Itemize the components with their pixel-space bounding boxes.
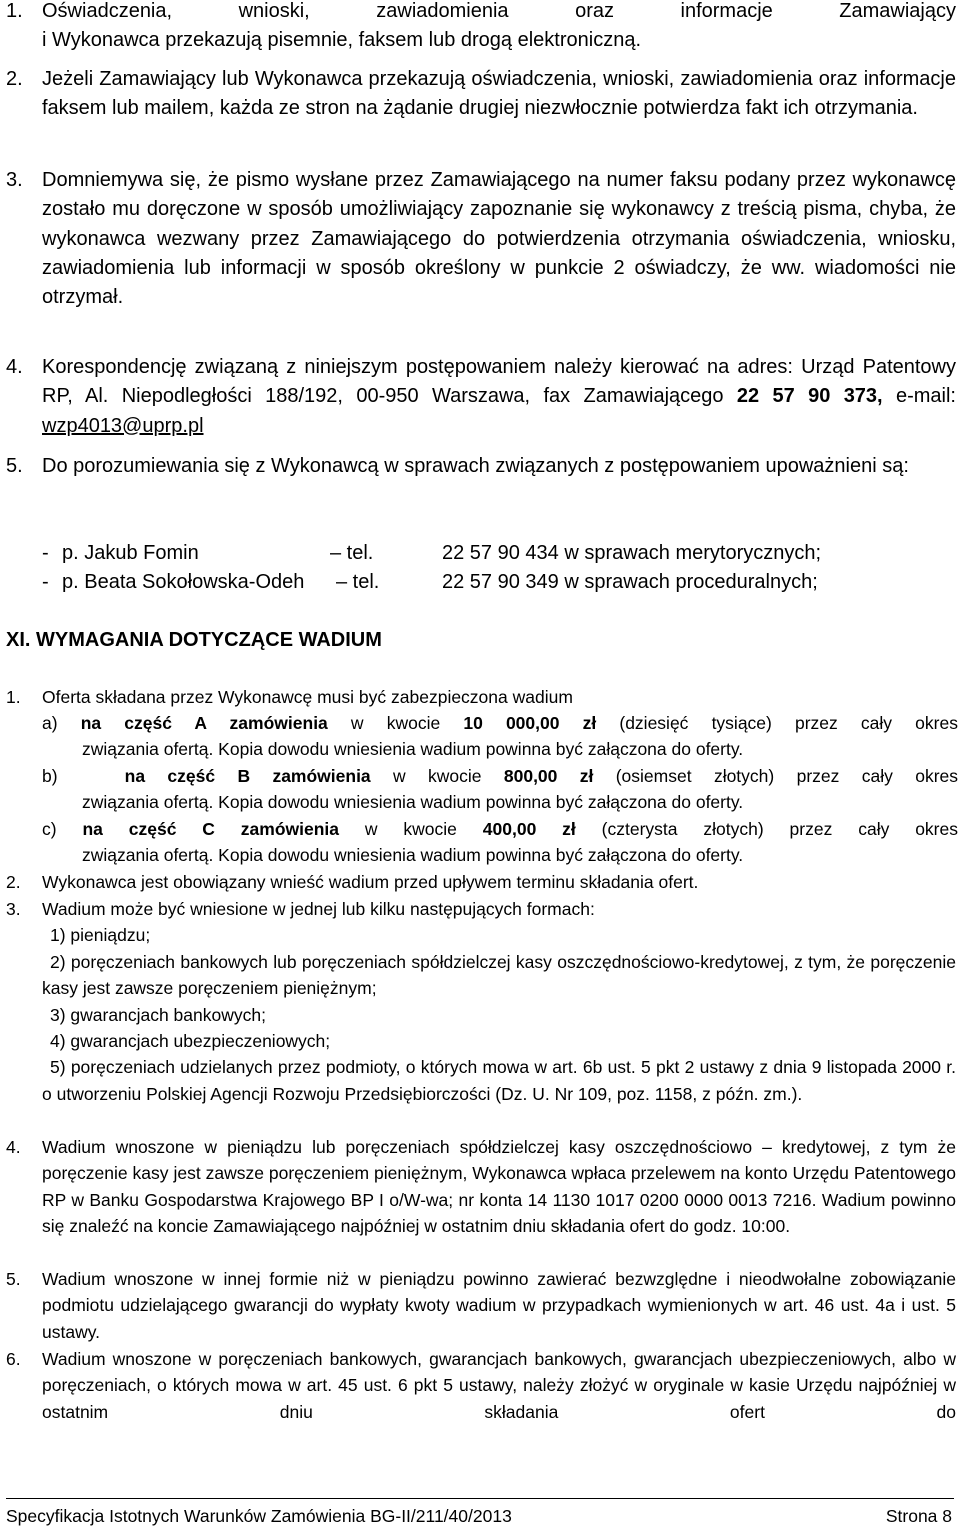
paragraph-text: Jeżeli Zamawiający lub Wykonawca przekazują oświadczenia, wnioski, zawiadomienia oraz informacje faksem lub mailem, każda ze stron na żądanie drugiej niezwłocznie potwierdza fakt ich otrzymania. <box>42 68 956 120</box>
item-number: 4. <box>6 1137 21 1157</box>
item-text: Wykonawca jest obowiązany wnieść wadium przed upływem terminu składania ofert. <box>42 872 699 892</box>
item-text: Wadium wnoszone w innej formie niż w pieniądzu powinno zawierać bezwzględne i nieodwołalne zobowiązanie podmiotu udzielającego gwarancji do wypłaty kwoty wadium w przypadkach wymienionych w art. 46 ust. 4a i ust. 5 ustawy. <box>42 1269 956 1342</box>
item-text: Wadium może być wniesione w jednej lub kilku następujących formach: <box>42 899 595 919</box>
footer-document-title: Specyfikacja Istotnych Warunków Zamówienia BG-II/211/40/2013 <box>6 1506 512 1526</box>
item-number: 5. <box>6 1269 21 1289</box>
paragraph-text: Domniemywa się, że pismo wysłane przez Zamawiającego na numer faksu podany przez wykonawcę zostało mu doręczone w sposób umożliwiający zapoznanie się wykonawcy z treścią pisma, chyba, że wykonawca wezwany przez Zamawiającego do potwierdzenia otrzymania oświadczenia, wniosku, zawiadomienia lub informacji w sposób określony w punkcie 2 oświadczy, że ww. wiadomości nie otrzymał. <box>42 169 956 309</box>
footer-divider <box>6 1498 954 1499</box>
form-option: 5) poręczeniach udzielanych przez podmioty, o których mowa w art. 6b ust. 5 pkt 2 ustawy z dnia 9 listopada 2000 r. o utworzeniu Polskiej Agencji Rozwoju Przedsiębiorczości (Dz. U. Nr 109, poz. 1158, z późn. zm.). <box>42 1057 956 1104</box>
form-option: 4) gwarancjach ubezpieczeniowych; <box>50 1031 331 1052</box>
item-number: 2. <box>6 872 21 892</box>
fax-number: 22 57 90 373, <box>736 385 883 408</box>
paragraph-number: 5. <box>6 455 23 477</box>
paragraph-number: 1. <box>6 0 23 22</box>
item-text: Oferta składana przez Wykonawcę musi być zabezpieczona wadium <box>42 687 573 707</box>
paragraph-number: 3. <box>6 169 23 191</box>
paragraph-text: Oświadczenia, wnioski, zawiadomienia oraz informacje Zamawiający <box>42 0 956 22</box>
item-number: 3. <box>6 899 21 919</box>
paragraph-text: i Wykonawca przekazują pisemnie, faksem lub drogą elektroniczną. <box>42 29 641 52</box>
paragraph-text: Korespondencję związaną z niniejszym postępowaniem należy kierować na adres: Urząd Patentowy RP, Al. Niepodległości 188/192, 00-950 Warszawa, fax Zamawiającego 22 57 90 373, e-mail: wzp4013@uprp.pl <box>42 356 956 437</box>
paragraph-number: 2. <box>6 68 23 90</box>
section-heading: XI. WYMAGANIA DOTYCZĄCE WADIUM <box>6 629 382 651</box>
item-text: Wadium wnoszone w poręczeniach bankowych, gwarancjach bankowych, gwarancjach ubezpieczeniowych, albo w poręczeniach, o których mowa w art. 45 ust. 6 pkt 5 ustawy, należy złożyć w oryginale w kasie Urzędu najpóźniej w ostatnim dniu składania ofert do <box>42 1349 956 1422</box>
item-number: 1. <box>6 687 21 707</box>
wadium-part-b: b) na część B zamówienia w kwocie 800,00 zł (osiemset złotych) przez cały okres związania ofertą. Kopia dowodu wniesienia wadium powinna być załączona do oferty. <box>42 766 959 813</box>
item-number: 6. <box>6 1349 21 1369</box>
wadium-part-a: a) na część A zamówienia w kwocie 10 000,00 zł (dziesięć tysiące) przez cały okres związania ofertą. Kopia dowodu wniesienia wadium powinna być załączona do oferty. <box>42 713 958 760</box>
wadium-part-c: c) na część C zamówienia w kwocie 400,00 zł (czterysta złotych) przez cały okres związania ofertą. Kopia dowodu wniesienia wadium powinna być załączona do oferty. <box>42 819 958 866</box>
form-option: 3) gwarancjach bankowych; <box>50 1004 266 1025</box>
item-text: Wadium wnoszone w pieniądzu lub poręczeniach spółdzielczej kasy oszczędnościowo – kredytowej, z tym że poręczenie kasy jest zawsze poręczeniem pieniężnym, Wykonawca wpłaca przelewem na konto Urzędu Patentowego RP w Banku Gospodarstwa Krajowego BP I o/W-wa; nr konta 14 1130 1017 0200 0000 0013 7216. Wadium powinno się znaleźć na koncie Zamawiającego najpóźniej w ostatnim dniu składania ofert do godz. 10:00. <box>42 1137 956 1237</box>
contact-row: - p. Beata Sokołowska-Odeh – tel. 22 57 90 349 w sprawach proceduralnych; <box>42 571 818 593</box>
form-option: 1) pieniądzu; <box>50 925 151 946</box>
form-option: 2) poręczeniach bankowych lub poręczeniach spółdzielczej kasy oszczędnościowo-kredytowej, z tym, że poręczenie kasy jest zawsze poręczeniem pieniężnym; <box>42 951 956 999</box>
page-number: Strona 8 <box>885 1506 952 1526</box>
paragraph-number: 4. <box>6 356 23 378</box>
contact-row: - p. Jakub Fomin – tel. 22 57 90 434 w sprawach merytorycznych; <box>42 542 822 564</box>
paragraph-text: Do porozumiewania się z Wykonawcą w sprawach związanych z postępowaniem upoważnieni są: <box>42 455 909 477</box>
email-link[interactable]: wzp4013@uprp.pl <box>42 414 204 437</box>
